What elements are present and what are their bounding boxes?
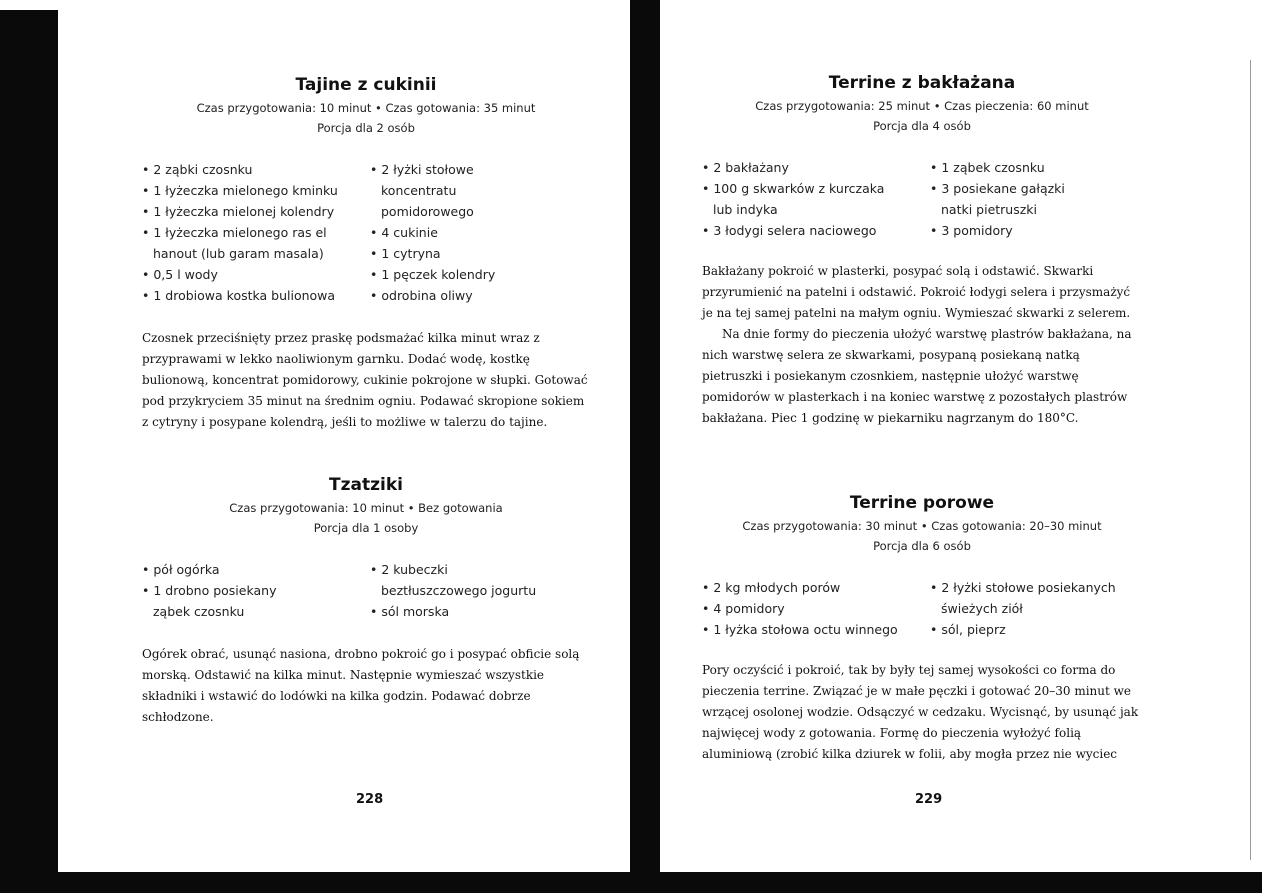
ingredient-item: • 1 łyżeczka mielonego ras el hanout (lub garam masala) [142, 222, 370, 264]
ingredient-item: • pół ogórka [142, 559, 370, 580]
book-spine [628, 0, 662, 880]
right-page [660, 0, 1250, 872]
ingredient-item: • 1 drobno posiekany ząbek czosnku [142, 580, 303, 622]
recipe-servings: Porcja dla 4 osób [873, 119, 971, 133]
ingredient-list [142, 559, 590, 622]
ingredient-item: • sól morska [370, 601, 540, 622]
recipe-servings: Porcja dla 1 osoby [313, 521, 419, 535]
recipe-instructions-continued: Na dnie formy do pieczenia ułożyć warstwę plastrów bakłażana, na nich warstwę selera ze skwarkami, posypaną posiekaną natką pietruszki i posiekanym czosnkiem, następnie ułożyć warstwę pomidorów w plasterkach i na koniec warstwę z pozostałych plastrów bakłażana. Piec 1 godzinę w piekarniku nagrzanym do 180°C. [702, 327, 1132, 425]
ingredient-column-right [930, 157, 1080, 241]
ingredient-item: • 1 łyżeczka mielonej kolendry [142, 201, 370, 222]
ingredient-item: • 3 pomidory [930, 220, 1080, 241]
ingredient-item: • 4 pomidory [702, 598, 930, 619]
left-page [58, 0, 630, 872]
recipe-servings: Porcja dla 2 osób [317, 121, 415, 135]
recipe-instructions: Czosnek przeciśnięty przez praskę podsmażać kilka minut wraz z przyprawami w lekko naoliwionym garnku. Dodać wodę, kostkę bulionową, koncentrat pomidorowy, cukinie pokrojone w słupki. Gotować pod przykryciem 35 minut na średnim ogniu. Podawać skropione sokiem z cytryny i posypane kolendrą, jeśli to możliwe w talerzu do tajine. [142, 331, 588, 429]
page-number: 229 [915, 792, 943, 807]
ingredient-column-right [930, 577, 1120, 640]
recipe-title: Tzatziki [329, 475, 403, 495]
ingredient-item: • 100 g skwarków z kurczaka lub indyka [702, 178, 903, 220]
ingredient-column-left [702, 157, 930, 241]
recipe-tzatziki [142, 475, 590, 728]
recipe-instructions: Bakłażany pokroić w plasterki, posypać solą i odstawić. Skwarki przyrumienić na patelni i odstawić. Pokroić łodygi selera i przysmażyć je na tej samej patelni na małym ogniu. Wymieszać skwarki z selerem. [702, 264, 1131, 320]
recipe-time: Czas przygotowania: 10 minut • Czas gotowania: 35 minut [196, 101, 536, 115]
recipe-time: Czas przygotowania: 10 minut • Bez gotowania [229, 501, 503, 515]
recipe-instructions: Ogórek obrać, usunąć nasiona, drobno pokroić go i posypać obficie solą morską. Odstawić na kilka minut. Następnie wymieszać wszystkie składniki i wstawić do lodówki na kilka godzin. Podawać dobrze schłodzone. [142, 647, 580, 724]
page-number: 228 [356, 792, 384, 807]
recipe-title: Terrine z bakłażana [828, 73, 1016, 93]
ingredient-item: • 2 łyżki stołowe koncentratu pomidorowego [370, 159, 510, 222]
scan-left-edge [0, 10, 58, 880]
ingredient-column-left [142, 559, 370, 622]
ingredient-item: • odrobina oliwy [370, 285, 510, 306]
ingredient-item: • 2 łyżki stołowe posiekanych świeżych ziół [930, 577, 1120, 619]
recipe-time: Czas przygotowania: 25 minut • Czas pieczenia: 60 minut [755, 99, 1089, 113]
ingredient-list [142, 159, 590, 306]
ingredient-column-left [702, 577, 930, 640]
recipe-title: Terrine porowe [849, 493, 995, 513]
recipe-tajine [142, 75, 590, 433]
recipe-servings: Porcja dla 6 osób [873, 539, 971, 553]
ingredient-list [702, 157, 1142, 241]
ingredient-item: • 0,5 l wody [142, 264, 370, 285]
ingredient-item: • 4 cukinie [370, 222, 510, 243]
ingredient-column-right [370, 159, 510, 306]
ingredient-item: • 2 ząbki czosnku [142, 159, 370, 180]
recipe-title: Tajine z cukinii [295, 75, 437, 95]
ingredient-column-right [370, 559, 540, 622]
recipe-instructions: Pory oczyścić i pokroić, tak by były tej samej wysokości co forma do pieczenia terrine. Związać je w małe pęczki i gotować 20–30 minut we wrzącej osolonej wodzie. Odsączyć w cedzaku. Wycisnąć, by usunąć jak najwięcej wody z gotowania. Formę do pieczenia wyłożyć folią aluminiową (zrobić kilka dziurek w folii, aby mogła przez nie wyciec [702, 663, 1139, 761]
ingredient-item: • 1 pęczek kolendry [370, 264, 510, 285]
recipe-terrine-porowe [702, 493, 1142, 765]
ingredient-item: • 1 drobiowa kostka bulionowa [142, 285, 370, 306]
ingredient-item: • 2 kg młodych porów [702, 577, 930, 598]
ingredient-item: • sól, pieprz [930, 619, 1120, 640]
ingredient-column-left [142, 159, 370, 306]
ingredient-item: • 3 posiekane gałązki natki pietruszki [930, 178, 1080, 220]
ingredient-item: • 1 cytryna [370, 243, 510, 264]
ingredient-item: • 1 łyżka stołowa octu winnego [702, 619, 930, 640]
recipe-terrine-baklazan [702, 73, 1142, 429]
ingredient-item: • 2 bakłażany [702, 157, 930, 178]
ingredient-item: • 3 łodygi selera naciowego [702, 220, 930, 241]
ingredient-item: • 1 łyżeczka mielonego kminku [142, 180, 370, 201]
ingredient-list [702, 577, 1142, 640]
recipe-time: Czas przygotowania: 30 minut • Czas gotowania: 20–30 minut [742, 519, 1102, 533]
ingredient-item: • 1 ząbek czosnku [930, 157, 1080, 178]
ingredient-item: • 2 kubeczki beztłuszczowego jogurtu [370, 559, 540, 601]
